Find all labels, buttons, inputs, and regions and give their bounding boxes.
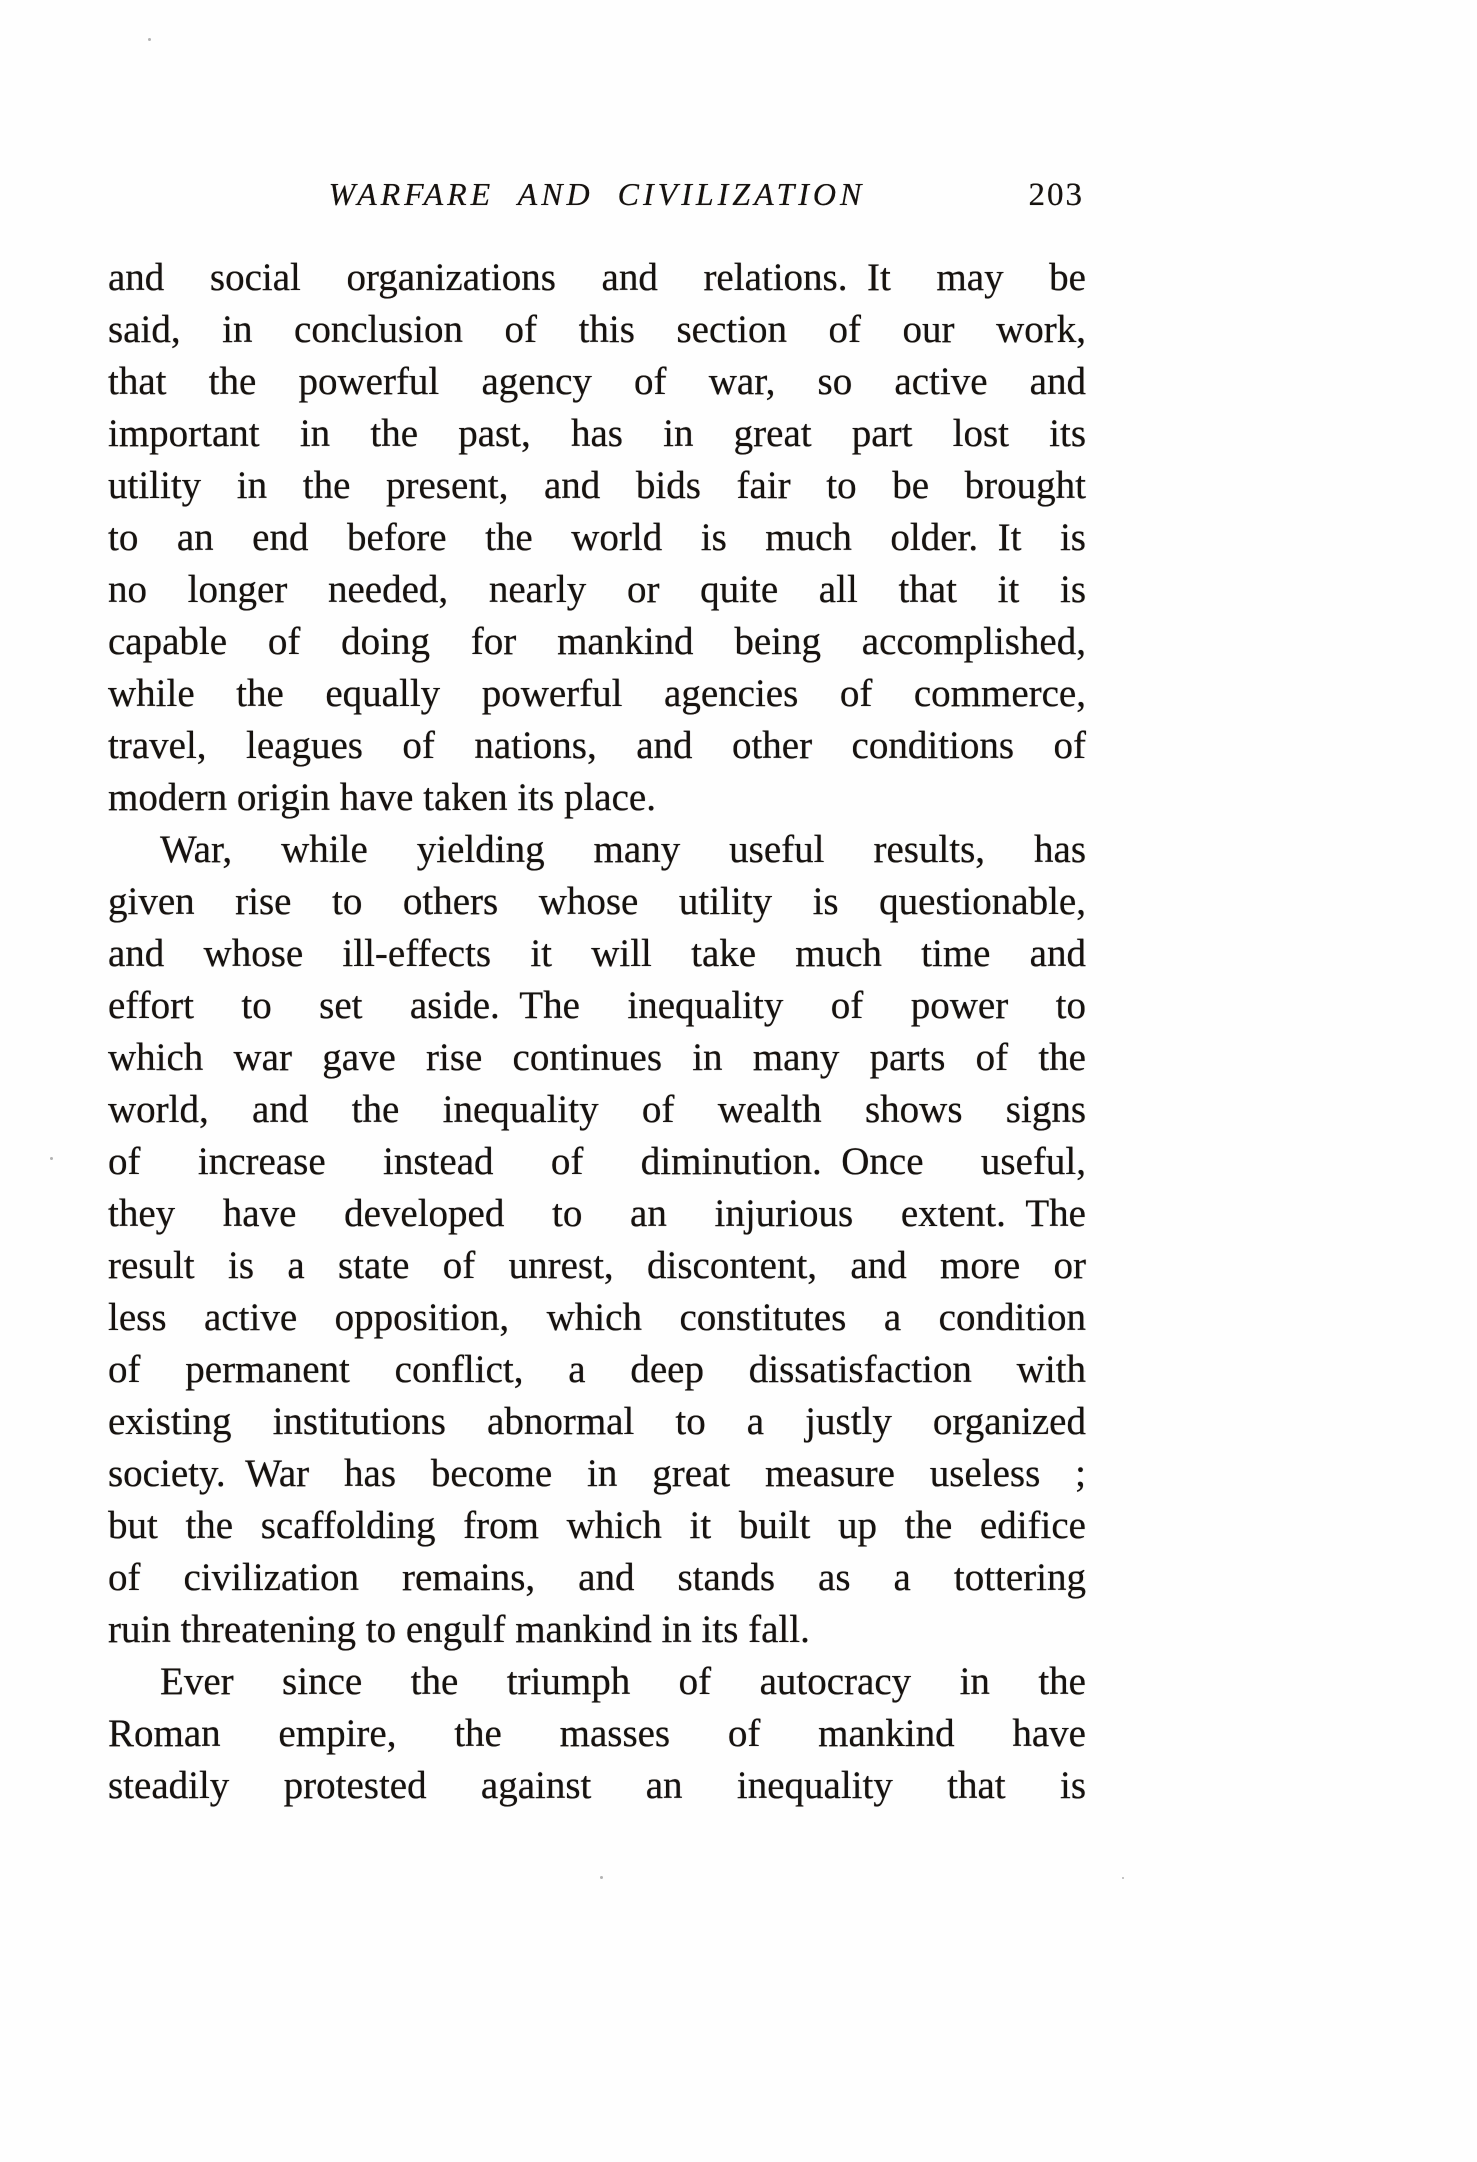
text-line: to an end before the world is much older. It is: [108, 516, 1086, 559]
text-line: they have developed to an injurious extent. The: [108, 1192, 1086, 1235]
text-line: ruin threatening to engulf mankind in its fall.: [108, 1608, 810, 1651]
text-line: War, while yielding many useful results, has: [160, 828, 1086, 871]
text-line: modern origin have taken its place.: [108, 776, 656, 819]
text-line: given rise to others whose utility is questionable,: [108, 880, 1086, 923]
text-line: capable of doing for mankind being accomplished,: [108, 620, 1086, 663]
text-line: Roman empire, the masses of mankind have: [108, 1712, 1086, 1755]
text-line: of permanent conflict, a deep dissatisfaction with: [108, 1348, 1086, 1391]
text-line: and whose ill-effects it will take much time and: [108, 932, 1086, 975]
text-line: world, and the inequality of wealth shows signs: [108, 1088, 1086, 1131]
text-line: result is a state of unrest, discontent, and more or: [108, 1244, 1086, 1287]
text-line: of increase instead of diminution. Once useful,: [108, 1140, 1086, 1183]
text-line: said, in conclusion of this section of our work,: [108, 308, 1086, 351]
text-line: but the scaffolding from which it built up the edifice: [108, 1504, 1086, 1547]
scan-speck: [50, 1157, 53, 1160]
text-line: existing institutions abnormal to a justly organized: [108, 1400, 1086, 1443]
text-line: no longer needed, nearly or quite all that it is: [108, 568, 1086, 611]
text-line: society. War has become in great measure useless ;: [108, 1452, 1086, 1495]
text-line: utility in the present, and bids fair to be brought: [108, 464, 1086, 507]
text-line: less active opposition, which constitutes a condition: [108, 1296, 1086, 1339]
scan-speck: [148, 38, 151, 41]
text-line: steadily protested against an inequality that is: [108, 1764, 1086, 1807]
text-line: important in the past, has in great part lost its: [108, 412, 1086, 455]
scan-speck: [1122, 1877, 1124, 1879]
text-line: of civilization remains, and stands as a tottering: [108, 1556, 1086, 1599]
page-body: [108, 252, 1086, 1812]
text-line: that the powerful agency of war, so active and: [108, 360, 1086, 403]
text-line: while the equally powerful agencies of commerce,: [108, 672, 1086, 715]
text-line: which war gave rise continues in many parts of the: [108, 1036, 1086, 1079]
running-header: [108, 176, 1086, 220]
text-line: effort to set aside. The inequality of power to: [108, 984, 1086, 1027]
text-line: Ever since the triumph of autocracy in the: [160, 1660, 1086, 1703]
page-number: 203: [1028, 177, 1084, 213]
text-line: travel, leagues of nations, and other conditions of: [108, 724, 1086, 767]
text-line: and social organizations and relations. It may be: [108, 256, 1086, 299]
scan-speck: [600, 1876, 603, 1879]
page-title: WARFARE AND CIVILIZATION: [328, 176, 866, 212]
